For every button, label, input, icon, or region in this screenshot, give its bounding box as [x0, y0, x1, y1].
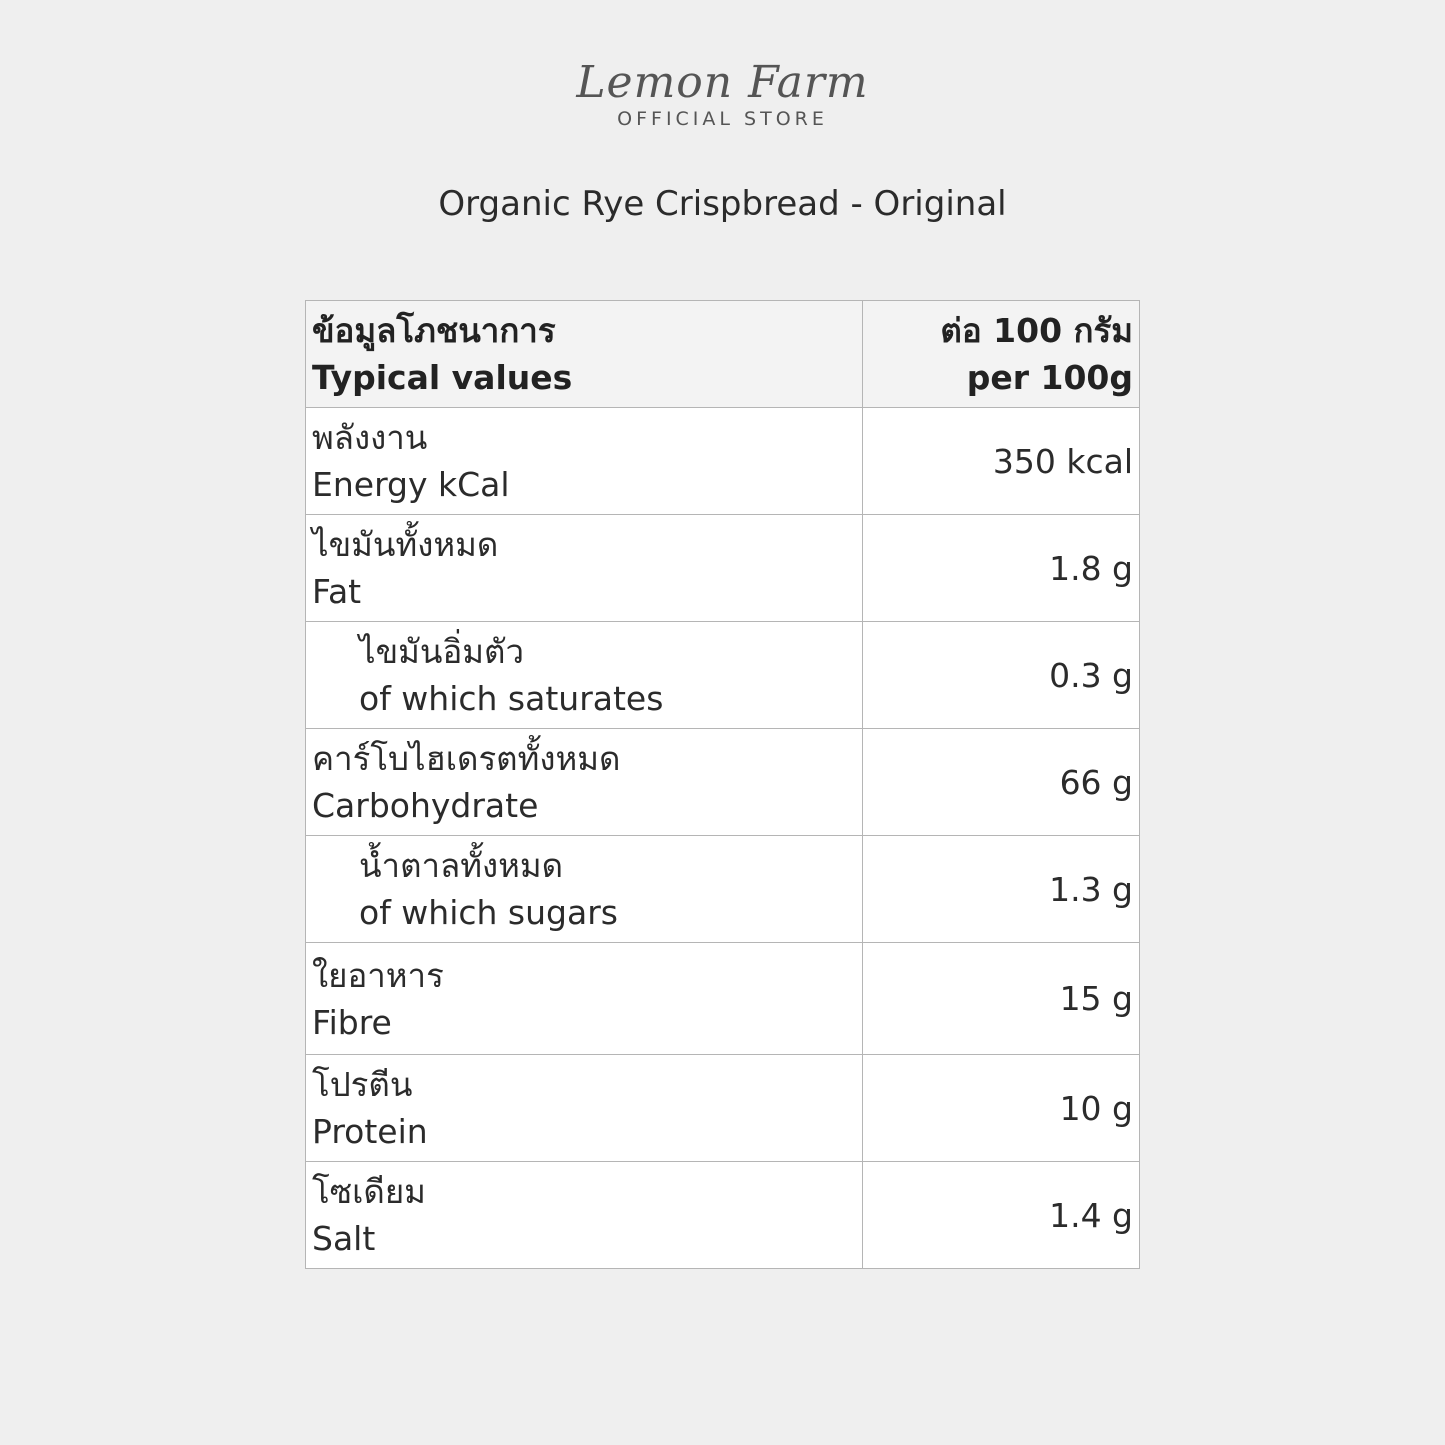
nutrient-name-cell [306, 1055, 863, 1162]
header-english-label: Typical values [312, 358, 573, 397]
header-per-english: per 100g [966, 358, 1133, 397]
nutrient-name-cell [306, 515, 863, 622]
nutrition-table [305, 300, 1140, 1269]
table-row-salt [306, 1162, 1140, 1269]
nutrient-english: Fat [312, 572, 362, 611]
nutrient-value: 66 g [863, 729, 1140, 836]
nutrient-name-cell [306, 729, 863, 836]
nutrient-value: 1.8 g [863, 515, 1140, 622]
header-per-thai: ต่อ 100 กรัม [940, 311, 1133, 350]
nutrient-value: 0.3 g [863, 622, 1140, 729]
logo-tagline: OFFICIAL STORE [617, 108, 828, 130]
nutrient-thai: ใยอาหาร [312, 955, 444, 995]
brand-logo [0, 58, 1445, 130]
table-header-row [306, 301, 1140, 408]
nutrient-name-cell [306, 836, 863, 943]
table-row-protein [306, 1055, 1140, 1162]
header-per-cell [863, 301, 1140, 408]
nutrient-thai: ไขมันอิ่มตัว [359, 632, 524, 671]
nutrient-english: Fibre [312, 1002, 392, 1042]
logo-wordmark: Lemon Farm [576, 57, 869, 108]
nutrient-name-cell [306, 1162, 863, 1269]
product-title: Organic Rye Crispbread - Original [438, 184, 1007, 224]
header-thai-label: ข้อมูลโภชนาการ [312, 311, 556, 350]
table-row-carbohydrate [306, 729, 1140, 836]
nutrient-thai: โปรตีน [312, 1065, 413, 1104]
nutrient-thai: น้ำตาลทั้งหมด [359, 846, 564, 885]
nutrient-value: 15 g [863, 943, 1140, 1055]
nutrient-thai: ไขมันทั้งหมด [312, 525, 499, 564]
nutrient-english: of which saturates [359, 679, 664, 718]
nutrient-english: of which sugars [359, 893, 618, 932]
nutrient-english: Carbohydrate [312, 786, 539, 825]
nutrient-value: 10 g [863, 1055, 1140, 1162]
header-nutrient-cell [306, 301, 863, 408]
nutrient-name-cell [306, 408, 863, 515]
table-row-saturates [306, 622, 1140, 729]
table-row-fat [306, 515, 1140, 622]
nutrient-thai: คาร์โบไฮเดรตทั้งหมด [312, 739, 621, 778]
nutrient-thai: โซเดียม [312, 1172, 426, 1211]
nutrient-english: Energy kCal [312, 465, 510, 504]
table-row-sugars [306, 836, 1140, 943]
table-row-fibre [306, 943, 1140, 1055]
nutrient-thai: พลังงาน [312, 418, 428, 457]
nutrient-value: 1.3 g [863, 836, 1140, 943]
nutrient-english: Salt [312, 1219, 376, 1258]
nutrient-name-cell [306, 943, 863, 1055]
nutrient-value: 350 kcal [863, 408, 1140, 515]
nutrient-name-cell [306, 622, 863, 729]
nutrient-english: Protein [312, 1112, 428, 1151]
table-row-energy [306, 408, 1140, 515]
nutrient-value: 1.4 g [863, 1162, 1140, 1269]
